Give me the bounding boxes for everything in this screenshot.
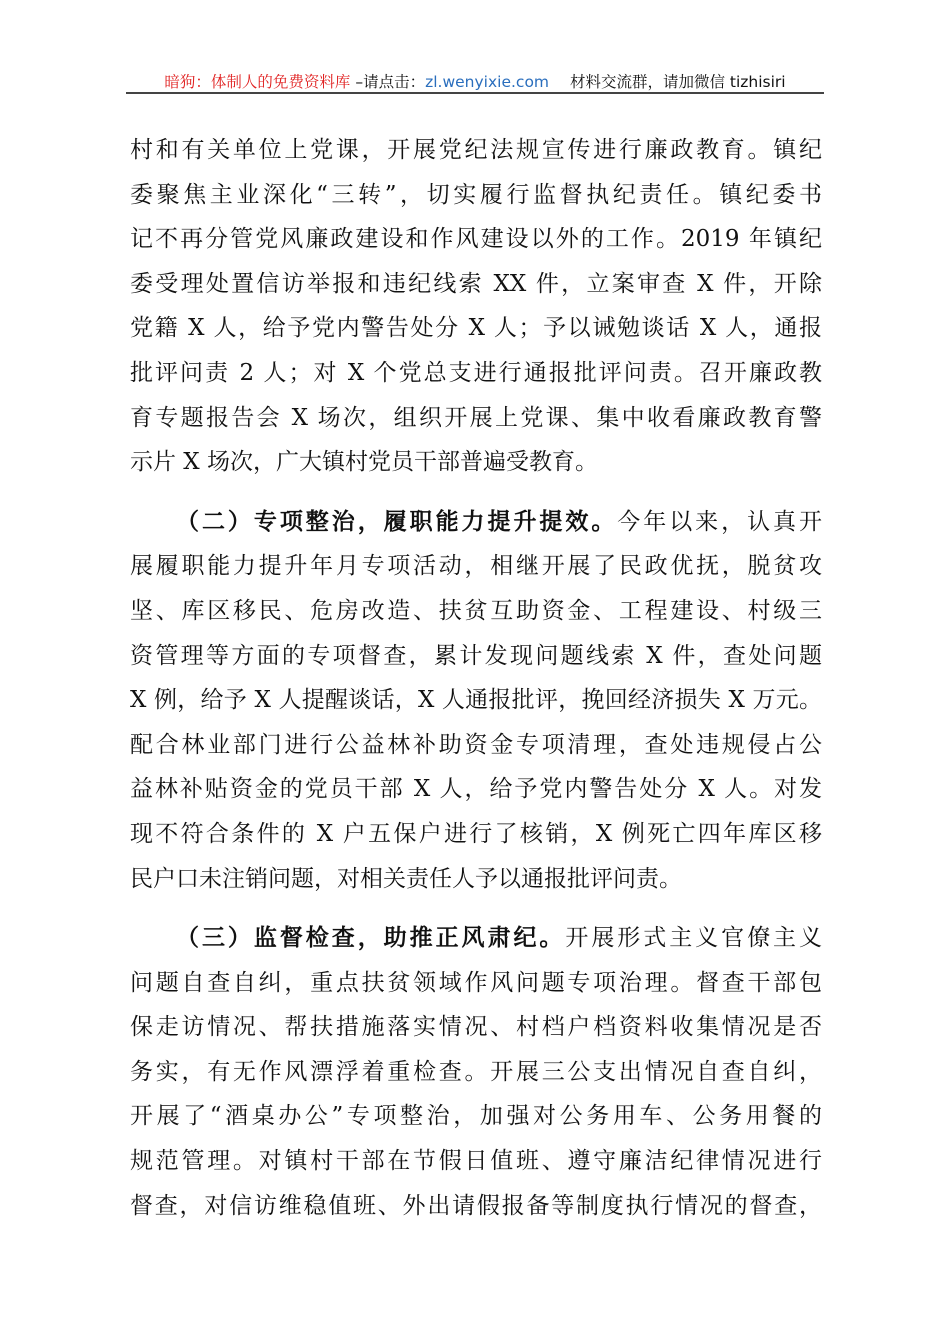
line-text: 展履职能力提升年月专项活动，相继开展了民政优抚，脱贫攻 xyxy=(130,553,822,580)
line-text: 现不符合条件的 X 户五保户进行了核销，X 例死亡四年库区移 xyxy=(130,820,822,847)
line-text: 开展了“酒桌办公”专项整治，加强对公务用车、公务用餐的 xyxy=(130,1103,822,1130)
section-heading: （二）专项整治，履职能力提升提效。 xyxy=(176,507,618,535)
text-line xyxy=(130,396,822,441)
site-link[interactable]: zl.wenyixie.com xyxy=(425,73,550,91)
text-line xyxy=(130,812,822,857)
line-text: 开展形式主义官僚主义 xyxy=(565,925,823,952)
text-line xyxy=(130,262,822,307)
line-text: 保走访情况、帮扶措施落实情况、村档户档资料收集情况是否 xyxy=(130,1014,822,1041)
text-line xyxy=(130,1050,822,1095)
contact-info: 材料交流群，请加微信 tizhisiri xyxy=(569,73,786,91)
line-text: 问题自查自纠，重点扶贫领域作风问题专项治理。督查干部包 xyxy=(130,969,822,996)
line-text: 委聚焦主业深化“三转”，切实履行监督执纪责任。镇纪委书 xyxy=(130,181,822,208)
text-line xyxy=(130,916,822,961)
header-divider xyxy=(126,92,824,94)
line-text: 委受理处置信访举报和违纪线索 XX 件，立案审查 X 件，开除 xyxy=(130,270,822,297)
line-text: 民户口未注销问题，对相关责任人予以通报批评问责。 xyxy=(130,865,682,892)
text-line xyxy=(130,767,822,812)
line-text: 务实，有无作风漂浮着重检查。开展三公支出情况自查自纠， xyxy=(130,1058,822,1085)
site-name: 暗狗：体制人的免费资料库 xyxy=(164,73,351,91)
text-line xyxy=(130,351,822,396)
text-line xyxy=(130,544,822,589)
line-text: 记不再分管党风廉政建设和作风建设以外的工作。2019 年镇纪 xyxy=(130,226,822,253)
document-body xyxy=(130,128,822,1243)
text-line xyxy=(130,961,822,1006)
line-text: 批评问责 2 人；对 X 个党总支进行通报批评问责。召开廉政教 xyxy=(130,359,822,386)
line-text: 益林补贴资金的党员干部 X 人，给予党内警告处分 X 人。对发 xyxy=(130,776,822,803)
line-text: 坚、库区移民、危房改造、扶贫互助资金、工程建设、村级三 xyxy=(130,597,822,624)
section-heading: （三）监督检查，助推正风肃纪。 xyxy=(176,924,566,952)
text-line xyxy=(130,1139,822,1184)
text-line xyxy=(130,128,822,173)
text-line xyxy=(130,1005,822,1050)
line-text: 党籍 X 人，给予党内警告处分 X 人；予以诫勉谈话 X 人，通报 xyxy=(130,315,822,342)
line-text: 示片 X 场次，广大镇村党员干部普遍受教育。 xyxy=(130,449,598,476)
text-line xyxy=(130,634,822,679)
click-prompt: –请点击： xyxy=(355,73,426,91)
line-text: 督查，对信访维稳值班、外出请假报备等制度执行情况的督查， xyxy=(130,1192,822,1219)
text-line xyxy=(130,723,822,768)
page-header xyxy=(126,70,824,92)
line-text: 资管理等方面的专项督查，累计发现问题线索 X 件，查处问题 xyxy=(130,642,822,669)
text-line xyxy=(130,306,822,351)
text-line xyxy=(130,857,822,902)
text-line xyxy=(130,500,822,545)
text-line xyxy=(130,217,822,262)
text-line xyxy=(130,1094,822,1139)
line-text: 配合林业部门进行公益林补助资金专项清理，查处违规侵占公 xyxy=(130,731,822,758)
text-line xyxy=(130,678,822,723)
paragraph xyxy=(130,128,822,485)
paragraph xyxy=(130,500,822,901)
line-text: X 例，给予 X 人提醒谈话，X 人通报批评，挽回经济损失 X 万元。 xyxy=(130,687,822,714)
line-text: 规范管理。对镇村干部在节假日值班、遵守廉洁纪律情况进行 xyxy=(130,1148,822,1175)
line-text: 今年以来，认真开 xyxy=(617,508,823,535)
text-line xyxy=(130,1184,822,1229)
line-text: 育专题报告会 X 场次，组织开展上党课、集中收看廉政教育警 xyxy=(130,404,822,431)
text-line xyxy=(130,173,822,218)
paragraph xyxy=(130,916,822,1228)
line-text: 村和有关单位上党课，开展党纪法规宣传进行廉政教育。镇纪 xyxy=(130,137,822,163)
text-line xyxy=(130,589,822,634)
text-line xyxy=(130,440,822,485)
